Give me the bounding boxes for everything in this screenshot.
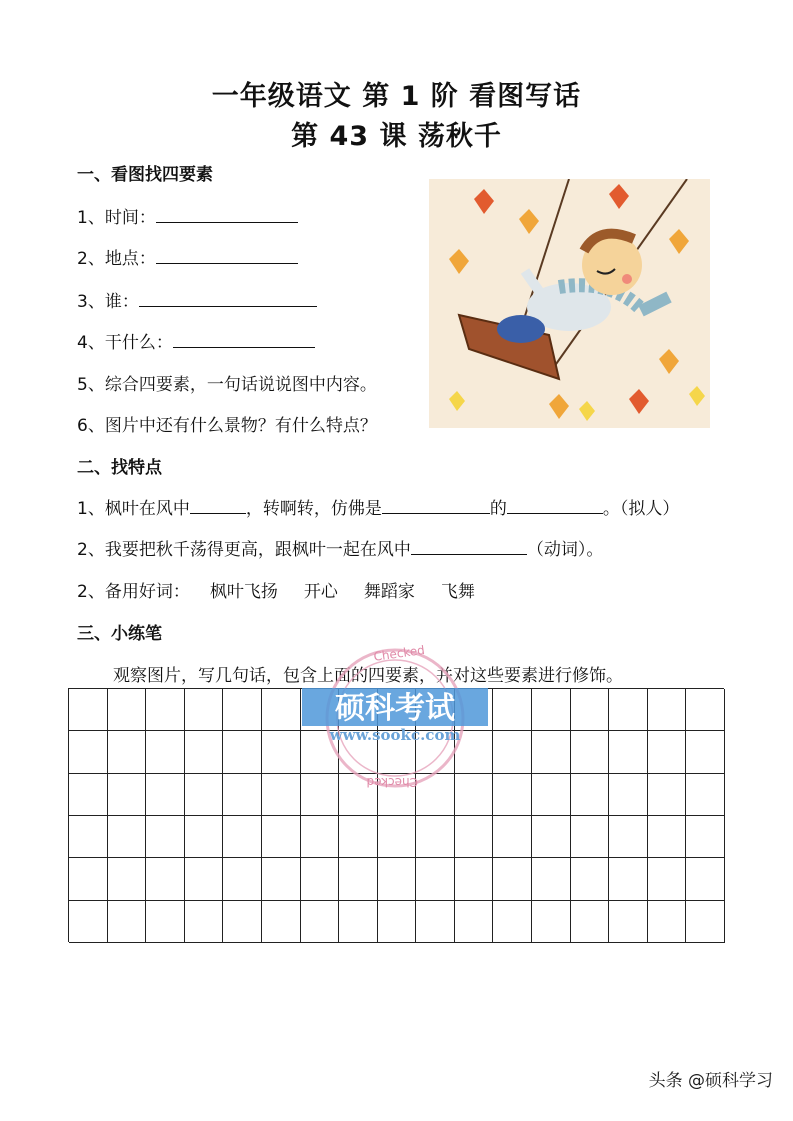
question-doing-label: 4、干什么：	[77, 333, 173, 353]
answer-blank-motion[interactable]	[190, 495, 246, 514]
line2-part1: 2、我要把秋千荡得更高，跟枫叶一起在风中	[77, 540, 411, 560]
answer-blank-who[interactable]	[139, 288, 317, 307]
line1-part4: 。（拟人）	[602, 499, 680, 519]
word-bank-label: 2、备用好词：	[77, 582, 190, 602]
footer-attribution: 头条 @硕科学习	[648, 1071, 773, 1091]
answer-blank-time[interactable]	[156, 204, 298, 223]
lesson-title: 第 43 课 荡秋千	[291, 121, 502, 152]
word-item: 枫叶飞扬	[209, 582, 278, 602]
answer-blank-place[interactable]	[156, 245, 298, 264]
personification-line	[77, 494, 679, 519]
section1-heading: 一、看图找四要素	[77, 165, 213, 185]
verb-line	[77, 535, 603, 560]
swing-illustration	[429, 179, 710, 428]
line1-part2: ，转啊转，仿佛是	[245, 499, 382, 519]
answer-blank-verb[interactable]	[411, 536, 527, 555]
question-who-label: 3、谁：	[77, 292, 139, 312]
writing-instruction: 观察图片，写几句话，包含上面的四要素，并对这些要素进行修饰。	[113, 666, 623, 686]
page-title: 一年级语文 第 1 阶 看图写话	[211, 81, 582, 112]
word-item: 舞蹈家	[363, 582, 415, 602]
answer-blank-adjective[interactable]	[382, 495, 490, 514]
section3-heading: 三、小练笔	[77, 624, 162, 644]
watermark-stamp	[302, 636, 488, 796]
stamp-ring-bottom: Checked	[366, 775, 418, 789]
question-summary: 5、综合四要素，一句话说说图中内容。	[77, 375, 377, 395]
word-item: 飞舞	[440, 582, 475, 602]
question-doing	[77, 328, 315, 353]
question-place-label: 2、地点：	[77, 249, 156, 269]
question-scenery: 6、图片中还有什么景物？有什么特点？	[77, 416, 377, 436]
answer-blank-doing[interactable]	[173, 329, 315, 348]
line1-part3: 的	[489, 499, 507, 519]
question-who	[77, 287, 317, 312]
question-time-label: 1、时间：	[77, 208, 156, 228]
word-bank	[77, 577, 501, 602]
stamp-main-text: 硕科考试	[335, 691, 455, 726]
word-item: 开心	[303, 582, 338, 602]
section2-heading: 二、找特点	[77, 458, 162, 478]
stamp-ring-top: Checked	[372, 642, 426, 664]
line2-part2: （动词）。	[526, 540, 604, 560]
stamp-url: www.sookc.com	[329, 726, 461, 744]
question-time	[77, 203, 298, 228]
answer-blank-noun[interactable]	[507, 495, 603, 514]
line1-part1: 1、枫叶在风中	[77, 499, 190, 519]
question-place	[77, 244, 298, 269]
